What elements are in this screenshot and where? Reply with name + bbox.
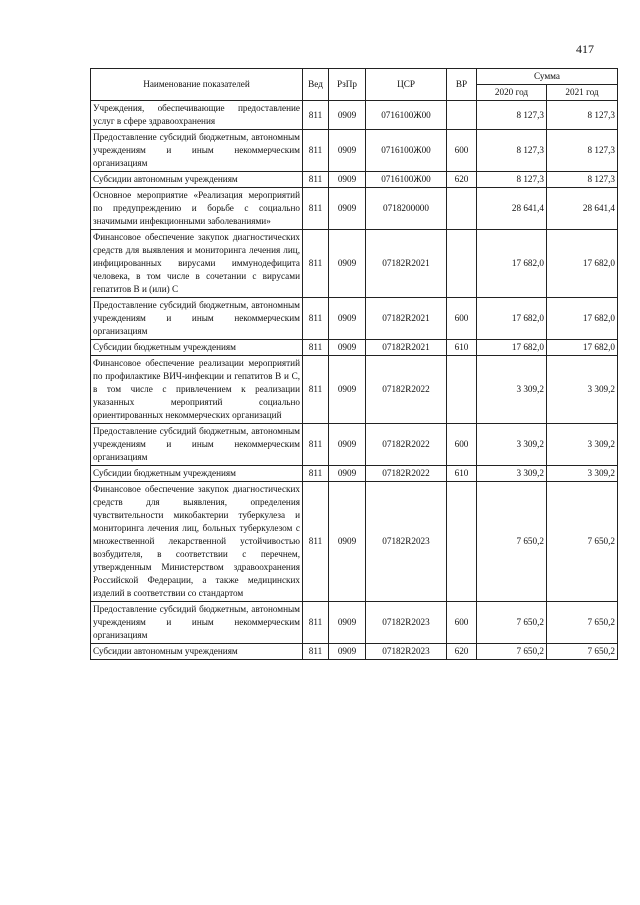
row-csr: 0716100Ж00 xyxy=(366,130,447,172)
row-rzpr: 0909 xyxy=(329,340,366,356)
row-rzpr: 0909 xyxy=(329,356,366,424)
header-sum: Сумма xyxy=(477,69,618,85)
row-sum-2020: 17 682,0 xyxy=(477,230,547,298)
row-ved: 811 xyxy=(303,298,329,340)
row-csr: 07182R2022 xyxy=(366,424,447,466)
row-name: Субсидии автономным учреждениям xyxy=(91,172,303,188)
row-ved: 811 xyxy=(303,356,329,424)
table-row xyxy=(91,130,618,172)
row-rzpr: 0909 xyxy=(329,188,366,230)
row-sum-2020: 17 682,0 xyxy=(477,340,547,356)
row-name: Субсидии бюджетным учреждениям xyxy=(91,340,303,356)
row-rzpr: 0909 xyxy=(329,172,366,188)
row-name: Финансовое обеспечение реализации мероприятий по профилактике ВИЧ-инфекции и гепатитов В и С, в том числе с привлечением к реализации указанных мероприятий социально ориентированных некоммерческих организаций xyxy=(91,356,303,424)
row-name: Предоставление субсидий бюджетным, автономным учреждениям и иным некоммерческим организациям xyxy=(91,424,303,466)
table-row xyxy=(91,602,618,644)
row-vr: 600 xyxy=(447,424,477,466)
row-rzpr: 0909 xyxy=(329,101,366,130)
row-name: Основное мероприятие «Реализация мероприятий по предупреждению и борьбе с социально значимыми инфекционными заболеваниями» xyxy=(91,188,303,230)
row-rzpr: 0909 xyxy=(329,644,366,660)
row-ved: 811 xyxy=(303,230,329,298)
budget-table xyxy=(90,68,618,660)
row-vr xyxy=(447,101,477,130)
row-vr xyxy=(447,356,477,424)
row-rzpr: 0909 xyxy=(329,424,366,466)
row-csr: 07182R2021 xyxy=(366,340,447,356)
row-sum-2020: 7 650,2 xyxy=(477,602,547,644)
row-ved: 811 xyxy=(303,340,329,356)
table-row xyxy=(91,644,618,660)
row-ved: 811 xyxy=(303,424,329,466)
row-sum-2020: 28 641,4 xyxy=(477,188,547,230)
row-sum-2020: 7 650,2 xyxy=(477,482,547,602)
row-name: Учреждения, обеспечивающие предоставление услуг в сфере здравоохранения xyxy=(91,101,303,130)
row-vr: 610 xyxy=(447,340,477,356)
row-ved: 811 xyxy=(303,482,329,602)
row-name: Предоставление субсидий бюджетным, автономным учреждениям и иным некоммерческим организациям xyxy=(91,130,303,172)
row-name: Предоставление субсидий бюджетным, автономным учреждениям и иным некоммерческим организациям xyxy=(91,602,303,644)
row-csr: 0716100Ж00 xyxy=(366,101,447,130)
header-year-2021: 2021 год xyxy=(547,85,618,101)
row-sum-2021: 17 682,0 xyxy=(547,298,618,340)
row-rzpr: 0909 xyxy=(329,230,366,298)
row-sum-2021: 3 309,2 xyxy=(547,466,618,482)
row-name: Предоставление субсидий бюджетным, автономным учреждениям и иным некоммерческим организациям xyxy=(91,298,303,340)
table-body xyxy=(91,101,618,660)
row-sum-2021: 7 650,2 xyxy=(547,602,618,644)
row-rzpr: 0909 xyxy=(329,482,366,602)
row-name: Финансовое обеспечение закупок диагностических средств для выявления и мониторинга лечения лиц, инфицированных вирусами иммунодефицита человека, в том числе в сочетании с вирусами гепатитов В и (или) С xyxy=(91,230,303,298)
row-csr: 07182R2021 xyxy=(366,298,447,340)
table-row xyxy=(91,466,618,482)
row-csr: 07182R2023 xyxy=(366,482,447,602)
row-sum-2020: 8 127,3 xyxy=(477,101,547,130)
table-row xyxy=(91,356,618,424)
row-sum-2021: 3 309,2 xyxy=(547,424,618,466)
row-csr: 07182R2023 xyxy=(366,602,447,644)
row-vr: 600 xyxy=(447,602,477,644)
row-csr: 07182R2023 xyxy=(366,644,447,660)
table-row xyxy=(91,340,618,356)
row-sum-2021: 8 127,3 xyxy=(547,172,618,188)
row-csr: 0718200000 xyxy=(366,188,447,230)
row-sum-2021: 7 650,2 xyxy=(547,482,618,602)
row-ved: 811 xyxy=(303,172,329,188)
page-number: 417 xyxy=(576,42,594,56)
row-vr xyxy=(447,188,477,230)
row-csr: 0716100Ж00 xyxy=(366,172,447,188)
row-ved: 811 xyxy=(303,188,329,230)
row-sum-2021: 17 682,0 xyxy=(547,340,618,356)
row-ved: 811 xyxy=(303,466,329,482)
row-vr xyxy=(447,482,477,602)
row-sum-2021: 3 309,2 xyxy=(547,356,618,424)
row-vr: 600 xyxy=(447,130,477,172)
row-sum-2021: 17 682,0 xyxy=(547,230,618,298)
row-sum-2021: 28 641,4 xyxy=(547,188,618,230)
table-row xyxy=(91,230,618,298)
row-sum-2021: 7 650,2 xyxy=(547,644,618,660)
row-rzpr: 0909 xyxy=(329,130,366,172)
row-vr: 610 xyxy=(447,466,477,482)
header-rzpr: РзПр xyxy=(329,69,366,101)
row-sum-2020: 3 309,2 xyxy=(477,424,547,466)
row-name: Финансовое обеспечение закупок диагностических средств для выявления, определения чувствительности микобактерии туберкулеза и мониторинга лечения лиц, больных туберкулезом с множественной лекарственной устойчивостью возбудителя, в соответствии с перечнем, утвержденным Министерством здравоохранения Российской Федерации, а также медицинских изделий в соответствии со стандартом xyxy=(91,482,303,602)
row-sum-2020: 17 682,0 xyxy=(477,298,547,340)
table-row xyxy=(91,424,618,466)
row-csr: 07182R2022 xyxy=(366,356,447,424)
row-csr: 07182R2021 xyxy=(366,230,447,298)
header-ved: Вед xyxy=(303,69,329,101)
table-row xyxy=(91,298,618,340)
row-sum-2020: 3 309,2 xyxy=(477,466,547,482)
row-csr: 07182R2022 xyxy=(366,466,447,482)
row-name: Субсидии автономным учреждениям xyxy=(91,644,303,660)
table-row xyxy=(91,101,618,130)
row-sum-2020: 3 309,2 xyxy=(477,356,547,424)
row-rzpr: 0909 xyxy=(329,298,366,340)
row-ved: 811 xyxy=(303,602,329,644)
table-row xyxy=(91,172,618,188)
row-ved: 811 xyxy=(303,101,329,130)
row-sum-2020: 8 127,3 xyxy=(477,130,547,172)
table-row xyxy=(91,482,618,602)
row-vr: 600 xyxy=(447,298,477,340)
row-sum-2020: 8 127,3 xyxy=(477,172,547,188)
header-name: Наименование показателей xyxy=(91,69,303,101)
row-rzpr: 0909 xyxy=(329,602,366,644)
header-vr: ВР xyxy=(447,69,477,101)
row-vr: 620 xyxy=(447,172,477,188)
header-csr: ЦСР xyxy=(366,69,447,101)
row-ved: 811 xyxy=(303,130,329,172)
row-sum-2020: 7 650,2 xyxy=(477,644,547,660)
row-rzpr: 0909 xyxy=(329,466,366,482)
row-ved: 811 xyxy=(303,644,329,660)
row-sum-2021: 8 127,3 xyxy=(547,101,618,130)
row-vr xyxy=(447,230,477,298)
table-row xyxy=(91,188,618,230)
row-sum-2021: 8 127,3 xyxy=(547,130,618,172)
row-name: Субсидии бюджетным учреждениям xyxy=(91,466,303,482)
row-vr: 620 xyxy=(447,644,477,660)
header-year-2020: 2020 год xyxy=(477,85,547,101)
